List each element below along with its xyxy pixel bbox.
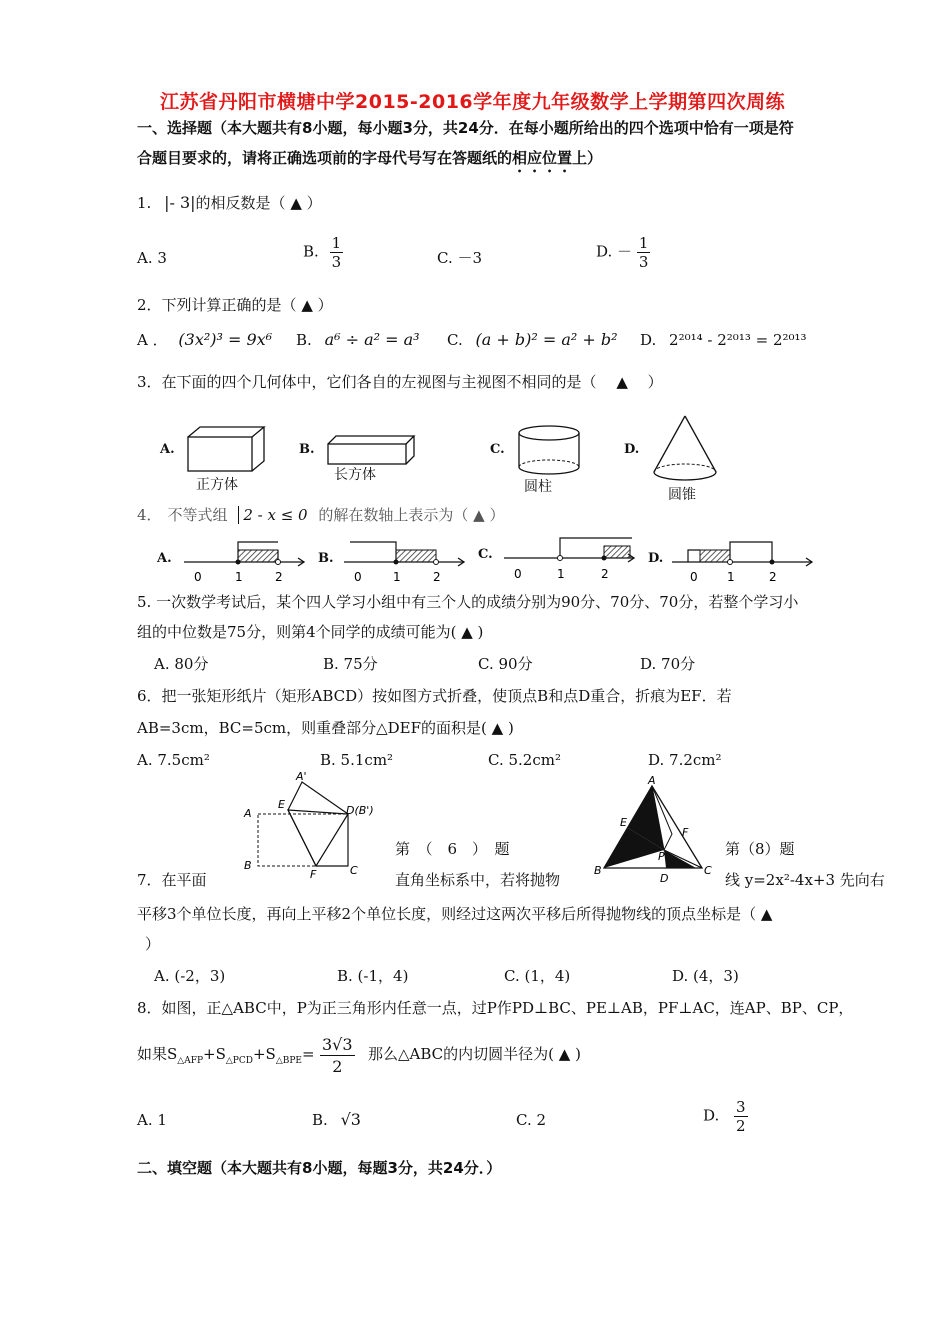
label-e: E	[278, 798, 285, 811]
section1-emphasis-text: 相应位置	[512, 149, 573, 167]
section1-heading-text: 合题目要求的，请将正确选项前的字母代号写在答题纸的	[137, 149, 513, 167]
label-e: E	[620, 816, 627, 829]
q2-option-c-label: C.	[447, 331, 463, 349]
q2-option-c-expression: (a + b)² = a² + b²	[475, 330, 618, 349]
tick-0: 0	[690, 570, 698, 584]
q8-option-b-expression: √3	[340, 1110, 361, 1129]
cone-figure	[650, 414, 720, 486]
q1-option-c: C. －3	[437, 249, 483, 267]
q2-option-c	[447, 330, 618, 350]
label-p: P	[658, 850, 665, 863]
cuboid-figure	[326, 434, 416, 468]
q3-option-b: B.	[299, 442, 315, 457]
q3-option-a: A.	[160, 442, 175, 457]
label-d: D(B')	[346, 804, 374, 817]
question-4-number: 4．	[137, 506, 162, 524]
q8-option-b-label: B.	[312, 1111, 328, 1129]
q6-figure-caption: 第 （ 6 ） 题	[395, 840, 510, 858]
q7-option-b: B. (-1，4)	[337, 967, 409, 985]
q5-option-c: C. 90分	[478, 655, 533, 673]
q6-fold-figure	[236, 768, 386, 880]
q6-option-d: D. 7.2cm²	[648, 751, 722, 769]
question-8-line2-end: 那么△ABC的内切圆半径为( ▲ )	[368, 1045, 581, 1063]
q8-sum-fraction	[320, 1034, 355, 1077]
tick-1: 1	[727, 570, 735, 584]
q5-option-d: D. 70分	[640, 655, 696, 673]
q3-option-c: C.	[490, 442, 505, 457]
section1-heading-line1: 一、选择题（本大题共有8小题，每小题3分，共24分．在每小题所给出的四个选项中恰有一项是符	[137, 119, 794, 137]
question-6-line1: 6．把一张矩形纸片（矩形ABCD）按如图方式折叠，使顶点B和点D重合，折痕为EF．若	[137, 687, 732, 705]
q1-option-a: A. 3	[137, 249, 167, 267]
question-4-stem	[137, 505, 504, 525]
question-8-line1: 8．如图，正△ABC中，P为正三角形内任意一点，过P作PD⊥BC、PE⊥AB，PF⊥AC，连AP、BP、CP，	[137, 999, 854, 1017]
q8-option-a: A. 1	[137, 1111, 167, 1129]
q2-option-b	[296, 330, 420, 350]
q6-option-b: B. 5.1cm²	[320, 751, 394, 769]
q8-plus-1: +S	[203, 1045, 226, 1063]
q7-option-a: A. (-2，3)	[154, 967, 226, 985]
q8-sub-pcd: △PCD	[225, 1056, 253, 1066]
q8-triangle-figure	[590, 774, 720, 886]
label-a-prime: A'	[296, 770, 307, 783]
question-2-stem: 2．下列计算正确的是（ ▲ ）	[137, 296, 333, 314]
q6-option-c: C. 5.2cm²	[488, 751, 561, 769]
label-d: D	[660, 872, 669, 885]
label-b: B	[594, 864, 602, 877]
q8-fraction-numerator: 3√3	[322, 1035, 353, 1054]
tick-1: 1	[235, 570, 243, 584]
q3-cuboid-caption: 长方体	[334, 467, 376, 483]
q2-option-d-label: D.	[640, 331, 657, 349]
q8-option-d-numerator: 3	[736, 1098, 746, 1116]
q2-option-a-expression: (3x²)³ = 9x⁶	[178, 330, 273, 349]
tick-0: 0	[194, 570, 202, 584]
question-7-line2: 平移3个单位长度，再向上平移2个单位长度，则经过这两次平移后所得抛物线的顶点坐标是（ ▲	[137, 905, 773, 923]
q8-fraction-denominator: 2	[332, 1057, 343, 1076]
question-4-text-b: 的解在数轴上表示为（ ▲ ）	[318, 506, 505, 524]
q4-option-b: B.	[318, 551, 334, 566]
label-a: A	[244, 807, 252, 820]
number-line-d	[668, 536, 818, 584]
q2-option-d-expression: 2²⁰¹⁴ - 2²⁰¹³ = 2²⁰¹³	[669, 331, 807, 349]
q8-figure-caption: 第（8）题	[725, 840, 795, 858]
question-4-text-a: 不等式组	[167, 506, 228, 524]
q7-option-d: D. (4，3)	[672, 967, 739, 985]
q4-option-d: D.	[648, 551, 664, 566]
question-7-line1-c: 线 y=2x²-4x+3 先向右	[725, 871, 885, 889]
q3-cube-caption: 正方体	[196, 477, 238, 493]
q1-option-b-denominator: 3	[331, 253, 342, 271]
tick-1: 1	[557, 567, 565, 581]
question-7-line1-a: 7．在平面	[137, 871, 207, 889]
q2-option-a	[137, 330, 272, 350]
question-1-stem	[137, 193, 322, 213]
q2-option-d	[640, 330, 807, 350]
question-1-text: 的相反数是（ ▲ ）	[195, 194, 322, 212]
page-title: 江苏省丹阳市横塘中学2015-2016学年度九年级数学上学期第四次周练	[160, 91, 786, 113]
q1-option-b-fraction	[330, 234, 344, 271]
question-3-stem: 3．在下面的四个几何体中，它们各自的左视图与主视图不相同的是（ ▲ ）	[137, 373, 663, 391]
label-c: C	[350, 864, 358, 877]
tick-2: 2	[601, 567, 609, 581]
label-f: F	[682, 826, 689, 839]
q1-option-d-label: D. －	[596, 242, 633, 261]
question-5-line1: 5. 一次数学考试后，某个四人学习小组中有三个人的成绩分别为90分、70分、70分，若整个学习小	[137, 593, 799, 611]
label-a: A	[648, 774, 656, 787]
q2-option-b-expression: a⁶ ÷ a² = a³	[324, 330, 420, 349]
question-6-line2: AB=3cm，BC=5cm，则重叠部分△DEF的面积是( ▲ )	[137, 719, 514, 737]
q4-option-c: C.	[478, 547, 493, 562]
label-b: B	[244, 859, 252, 872]
tick-2: 2	[433, 570, 441, 584]
tick-0: 0	[354, 570, 362, 584]
q8-option-d-label: D.	[703, 1106, 720, 1125]
tick-1: 1	[393, 570, 401, 584]
q4-option-a: A.	[157, 551, 172, 566]
section1-heading-line2	[137, 148, 602, 176]
q8-option-d-fraction	[734, 1098, 748, 1135]
q2-option-b-label: B.	[296, 331, 312, 349]
q8-equals: =	[302, 1045, 315, 1063]
question-1-number: 1.	[137, 194, 152, 212]
section2-heading: 二、填空题（本大题共有8小题，每题3分，共24分．）	[137, 1159, 502, 1177]
question-8-line2	[137, 1044, 315, 1071]
section1-heading-end: 上）	[572, 149, 603, 167]
tick-2: 2	[275, 570, 283, 584]
question-1-expression: |- 3|	[164, 193, 196, 212]
q3-cone-caption: 圆锥	[668, 487, 696, 503]
q1-option-d-numerator: 1	[638, 234, 649, 252]
number-line-a	[180, 536, 310, 584]
q1-option-b-numerator: 1	[331, 234, 342, 252]
question-7-line1-b: 直角坐标系中，若将抛物	[395, 871, 561, 889]
q8-sum-s: 如果S	[137, 1045, 178, 1063]
question-7-line3: ）	[145, 935, 161, 953]
q5-option-b: B. 75分	[323, 655, 378, 673]
q8-sub-afp: △AFP	[177, 1056, 204, 1066]
q8-option-b	[312, 1110, 361, 1130]
q1-option-b	[303, 234, 343, 271]
q2-option-a-label: A ．	[137, 331, 168, 349]
q1-option-d-denominator: 3	[638, 253, 649, 271]
q8-plus-2: +S	[252, 1045, 276, 1063]
q7-option-c: C. (1，4)	[504, 967, 571, 985]
label-c: C	[704, 864, 712, 877]
tick-2: 2	[769, 570, 777, 584]
q8-sub-bpe: △BPE	[275, 1056, 302, 1066]
q8-option-c: C. 2	[516, 1111, 547, 1129]
question-5-line2: 组的中位数是75分，则第4个同学的成绩可能为( ▲ )	[137, 623, 484, 641]
q3-cylinder-caption: 圆柱	[524, 479, 552, 495]
cube-figure	[186, 424, 266, 474]
q6-option-a: A. 7.5cm²	[137, 751, 210, 769]
label-f: F	[310, 868, 317, 880]
number-line-b	[340, 536, 470, 584]
q3-option-d: D.	[624, 442, 640, 457]
question-4-expression: 2 - x ≤ 0	[238, 506, 307, 524]
q8-option-d	[703, 1098, 748, 1135]
tick-0: 0	[514, 567, 522, 581]
q1-option-d-fraction	[637, 234, 651, 271]
q8-option-d-denominator: 2	[736, 1117, 746, 1135]
number-line-c	[500, 532, 640, 582]
cylinder-figure	[516, 424, 582, 476]
q5-option-a: A. 80分	[154, 655, 209, 673]
q1-option-d	[596, 234, 650, 271]
q1-option-b-label: B.	[303, 242, 319, 261]
